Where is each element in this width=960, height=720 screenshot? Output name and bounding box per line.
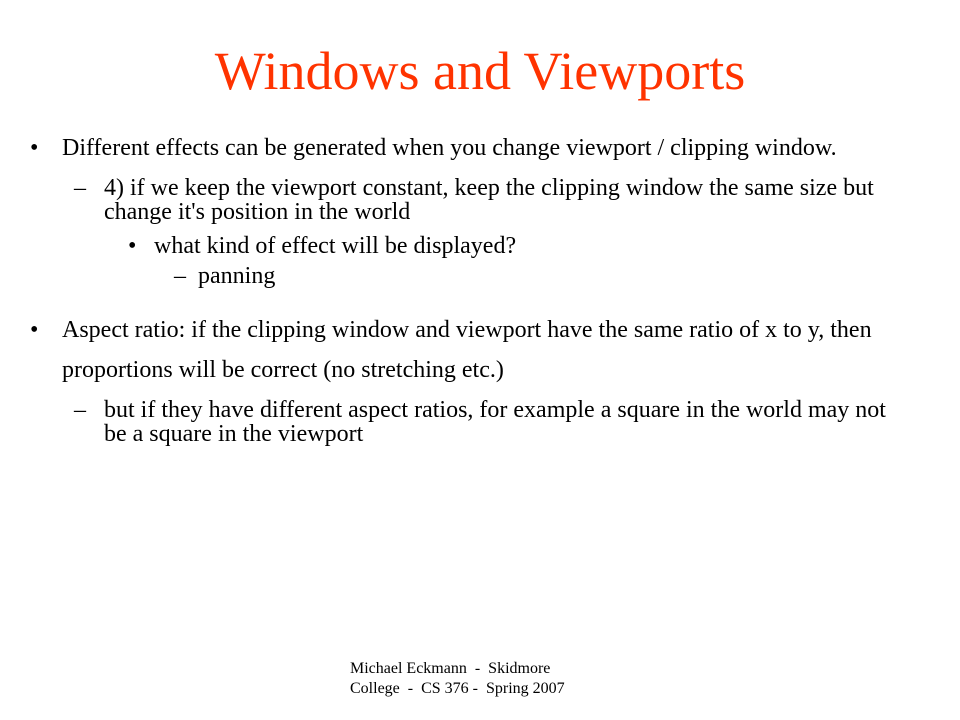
bullet-dot-icon: • [30, 317, 39, 343]
bullet-text: Aspect ratio: if the clipping window and viewport have the same ratio of x to y, then proportions will be correct (no stretching etc.) [62, 317, 872, 383]
bullet-dash-icon: – [74, 175, 86, 201]
bullet-text: but if they have different aspect ratios, for example a square in the world may not be a square in the viewport [104, 397, 886, 447]
bullet-text: Different effects can be generated when you change viewport / clipping window. [62, 135, 837, 161]
bullet-item-level4 [0, 262, 960, 290]
bullet-dot-icon: • [30, 135, 39, 161]
bullet-item-level1 [0, 310, 960, 390]
bullet-text: panning [198, 263, 276, 289]
slide-body [0, 128, 960, 446]
footer-line-2: College - CS 376 - Spring 2007 [350, 680, 565, 697]
slide-title: Windows and Viewports [214, 41, 746, 101]
bullet-item-level1 [0, 128, 960, 168]
bullet-text: 4) if we keep the viewport constant, keep the clipping window the same size but change it's position in the world [104, 175, 874, 225]
bullet-text: what kind of effect will be displayed? [154, 233, 517, 259]
slide-footer [350, 659, 565, 699]
bullet-item-level3 [0, 232, 960, 260]
bullet-dot-icon: • [128, 233, 137, 259]
bullet-item-level2 [0, 176, 960, 224]
bullet-item-level2 [0, 398, 960, 446]
bullet-dash-icon: – [74, 397, 86, 423]
footer-line-1: Michael Eckmann - Skidmore [350, 660, 551, 677]
bullet-dash-icon: – [174, 263, 186, 289]
spacer [0, 290, 960, 310]
